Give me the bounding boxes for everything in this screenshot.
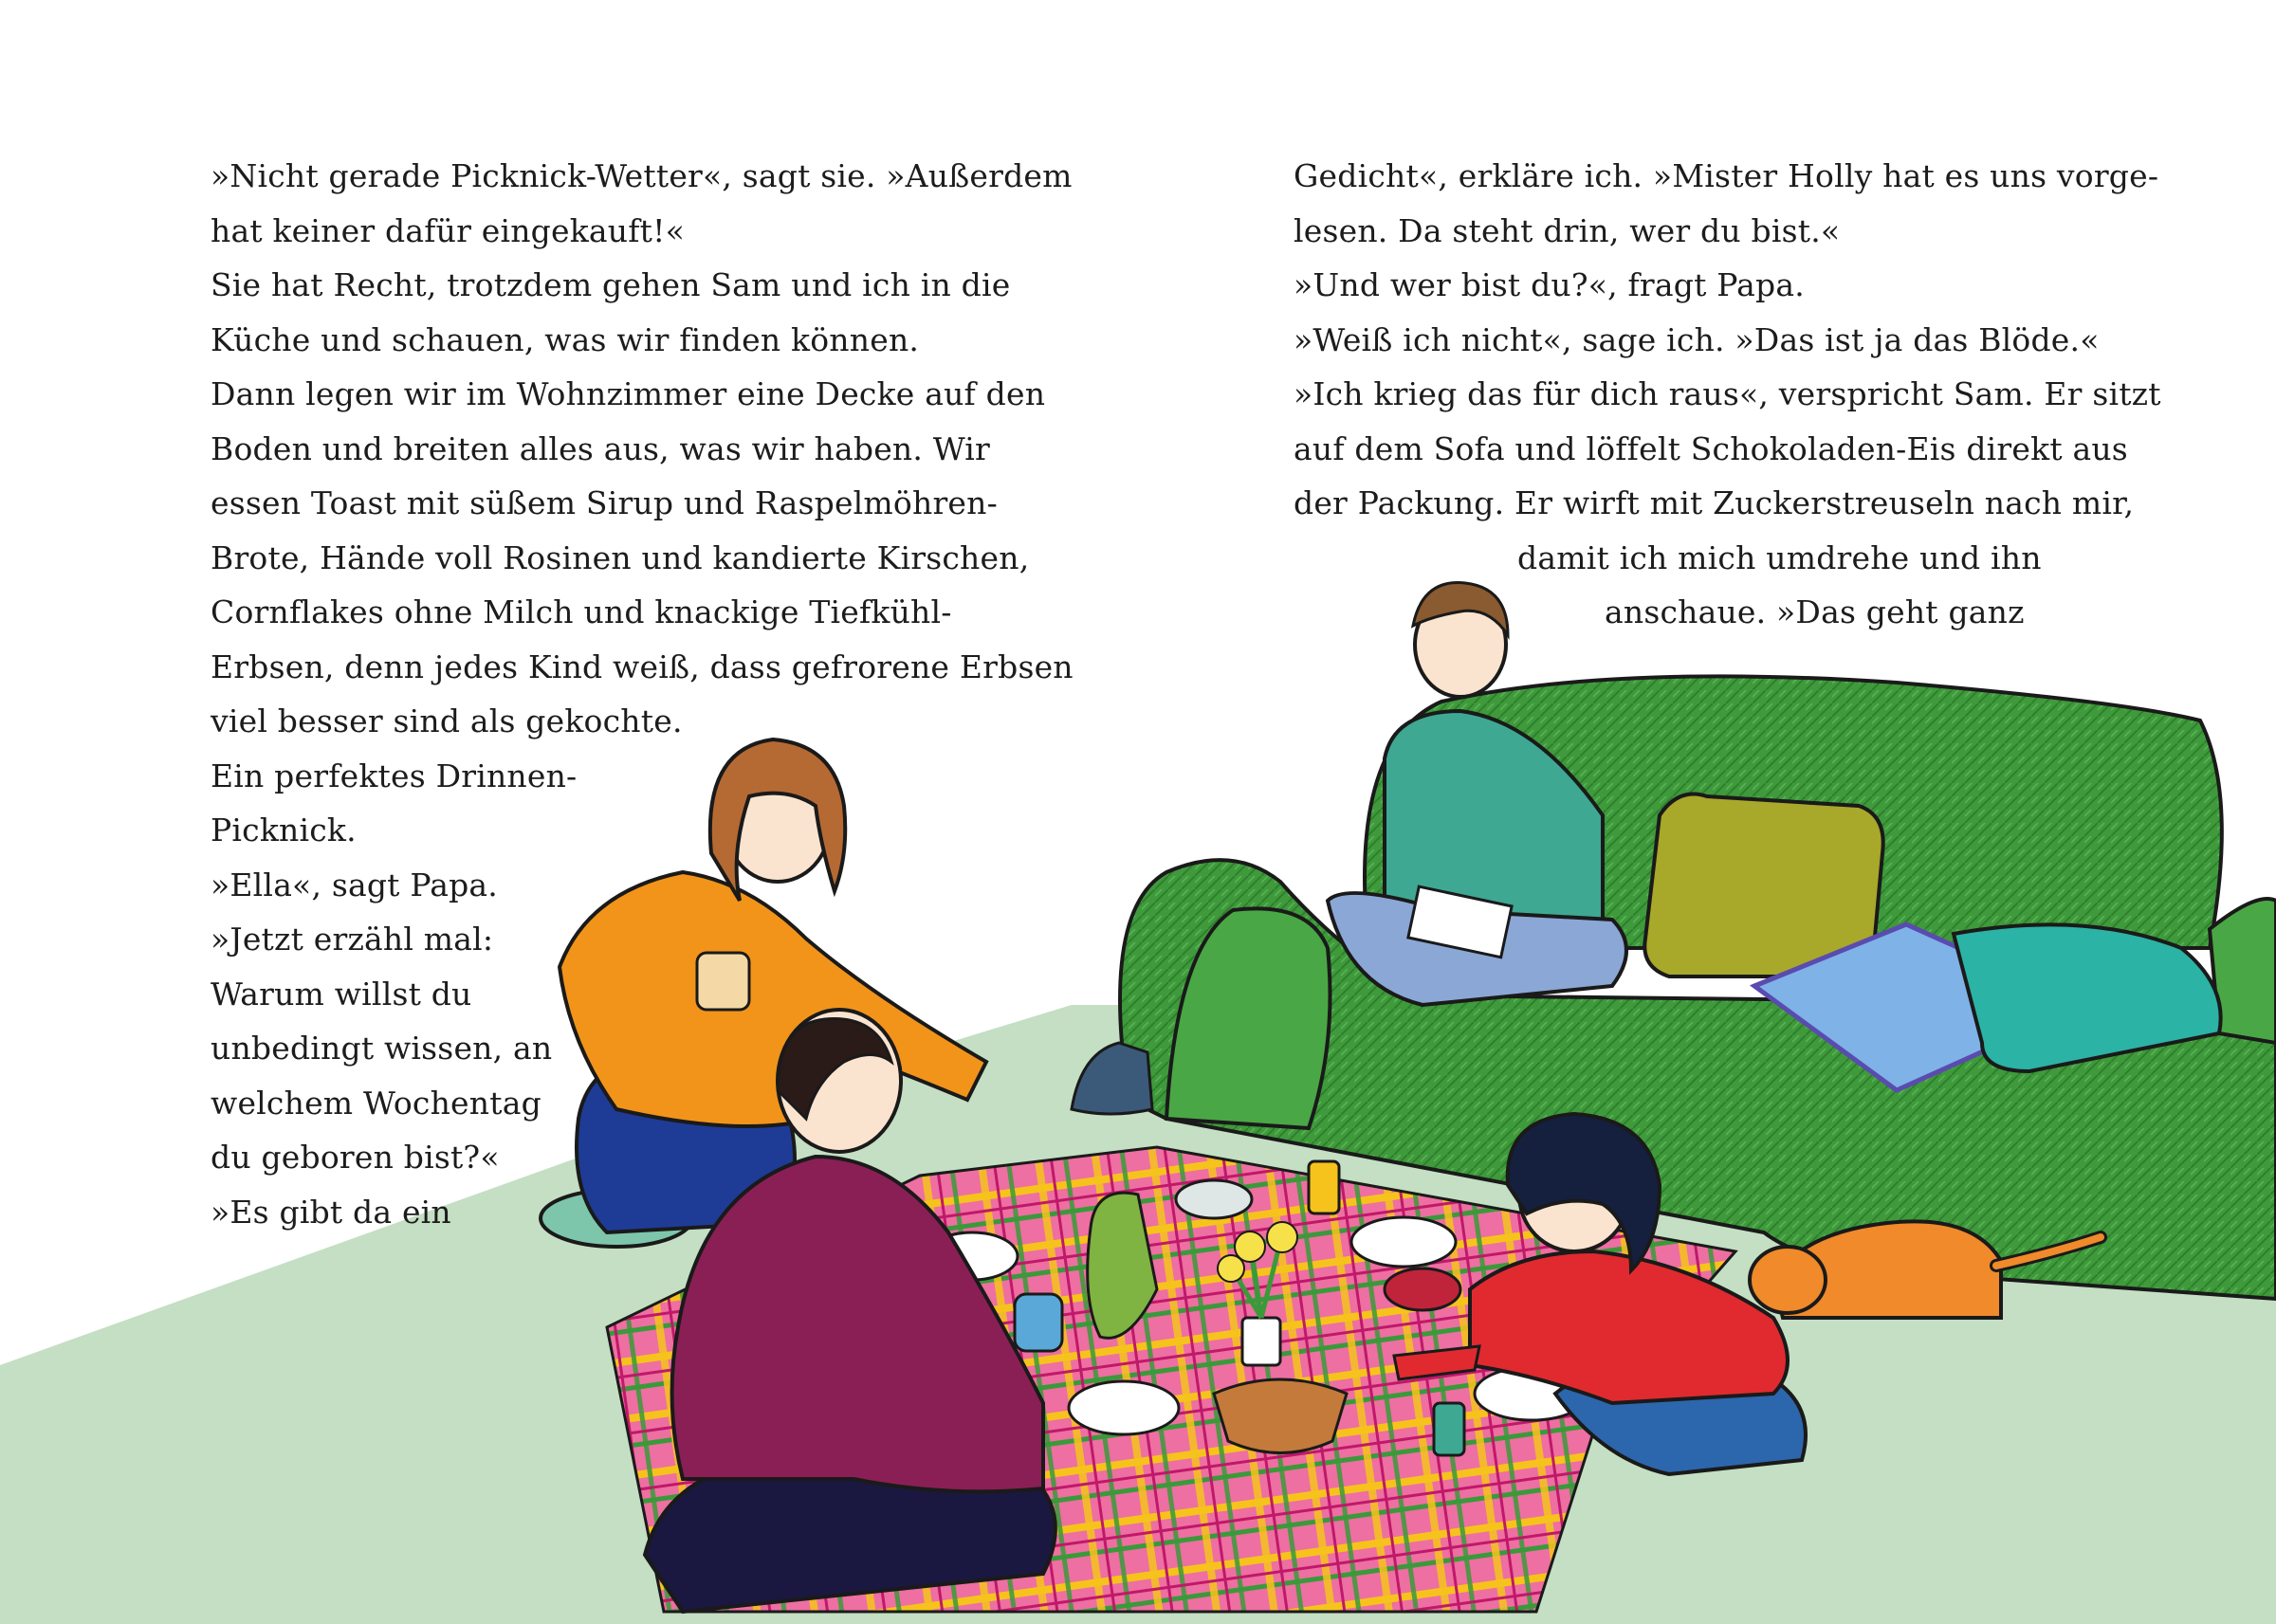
text-line: »Weiß ich nicht«, sage ich. »Das ist ja das Blöde.«	[1294, 320, 2100, 358]
text-line: du geboren bist?«	[211, 1139, 500, 1176]
text-line: welchem Wochentag	[211, 1084, 541, 1122]
text-line: Warum willst du	[211, 975, 472, 1013]
text-line: unbedingt wissen, an	[211, 1030, 553, 1067]
left-text-column	[211, 149, 1074, 1239]
text-line: Cornflakes ohne Milch und knackige Tiefkühl-	[211, 593, 952, 630]
right-text-column	[1294, 149, 2161, 640]
text-line: Ein perfektes Drinnen-	[211, 757, 578, 794]
text-line: hat keiner dafür eingekauft!«	[211, 211, 685, 249]
text-line: Brote, Hände voll Rosinen und kandierte Kirschen,	[211, 538, 1030, 576]
text-line: »Ella«, sagt Papa.	[211, 866, 499, 903]
text-line: damit ich mich umdrehe und ihn	[1517, 538, 2042, 576]
text-line: »Und wer bist du?«, fragt Papa.	[1294, 266, 1805, 303]
text-line: »Jetzt erzähl mal:	[211, 921, 494, 958]
text-line: Gedicht«, erkläre ich. »Mister Holly hat es uns vorge-	[1294, 157, 2159, 194]
text-line: Sie hat Recht, trotzdem gehen Sam und ich in die	[211, 266, 1011, 303]
text-line: Dann legen wir im Wohnzimmer eine Decke auf den	[211, 375, 1046, 412]
text-line: Küche und schauen, was wir finden können.	[211, 320, 920, 358]
text-line: lesen. Da steht drin, wer du bist.«	[1294, 211, 1841, 249]
text-line: auf dem Sofa und löffelt Schokoladen-Eis direkt aus	[1294, 429, 2128, 467]
text-line: essen Toast mit süßem Sirup und Raspelmöhren-	[211, 484, 998, 521]
text-line: Erbsen, denn jedes Kind weiß, dass gefrorene Erbsen	[211, 648, 1074, 685]
text-line: Boden und breiten alles aus, was wir haben. Wir	[211, 429, 991, 467]
text-line: »Es gibt da ein	[211, 1193, 451, 1231]
text-line: anschaue. »Das geht ganz	[1605, 593, 2025, 630]
text-line: »Ich krieg das für dich raus«, verspricht Sam. Er sitzt	[1294, 375, 2161, 412]
text-line: Picknick.	[211, 812, 357, 848]
text-line: »Nicht gerade Picknick-Wetter«, sagt sie. »Außerdem	[211, 157, 1073, 194]
text-line: der Packung. Er wirft mit Zuckerstreuseln nach mir,	[1294, 484, 2135, 521]
text-line: viel besser sind als gekochte.	[211, 703, 683, 739]
